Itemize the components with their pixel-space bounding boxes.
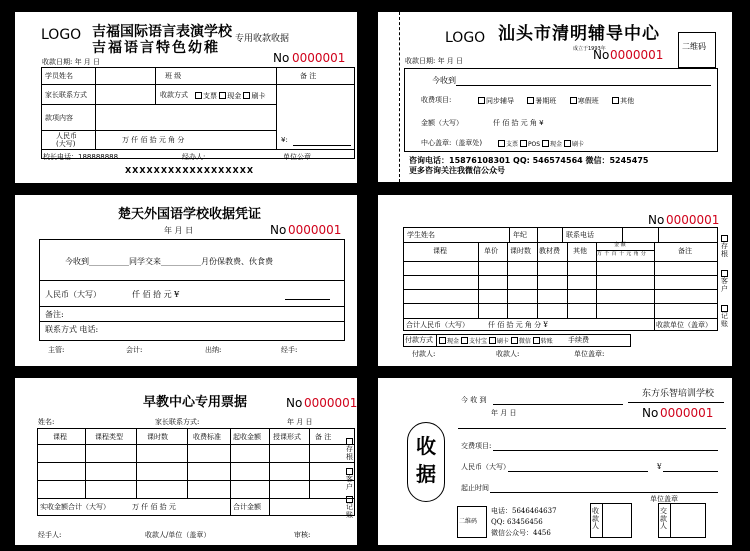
- label-class: 班 级: [165, 72, 182, 80]
- date-line: 年 月 日: [491, 409, 517, 417]
- school-name-2: 吉福语言特色幼稚: [92, 40, 220, 56]
- founded: 成立于1993年: [573, 46, 606, 52]
- col-form: 授课形式: [273, 433, 301, 441]
- col-books: 教材费: [539, 247, 560, 255]
- checkbox-winter[interactable]: [570, 97, 577, 104]
- logo: LOGO: [41, 27, 82, 43]
- receipt-number: 0000001: [304, 396, 357, 410]
- side-customer: 客户: [720, 270, 729, 293]
- checkbox-cash[interactable]: [219, 92, 226, 99]
- footer-handler: 经手:: [281, 346, 298, 354]
- col-type: 课程类型: [95, 433, 123, 441]
- remark-label: 备注:: [45, 310, 64, 319]
- follow-line: 更多咨询关注我微信公众号: [409, 166, 505, 175]
- no-label: No: [593, 48, 610, 62]
- col-hours: 课时数: [147, 433, 168, 441]
- footer-supervisor: 主管:: [48, 346, 65, 354]
- col-amount: 金 额: [614, 242, 626, 248]
- total-label: 合计人民币（大写）: [406, 321, 469, 329]
- checkbox-cheque[interactable]: [195, 92, 202, 99]
- checkbox-cheque[interactable]: [498, 140, 505, 147]
- no-label: No: [648, 213, 665, 227]
- payway-options: 现金 支付宝 刷卡 微信 转账: [439, 337, 553, 345]
- payer-label: 交款人: [660, 507, 667, 531]
- line-received: 今收到__________同学交来__________月份保教费、伙食费: [65, 257, 273, 266]
- date-line: 收款日期: 年 月 日: [42, 58, 101, 66]
- phone-line: 电话：5646464637: [491, 507, 557, 515]
- yen-label: ¥:: [281, 136, 288, 144]
- footer-accountant: 会计:: [126, 346, 143, 354]
- label-rmb: 人民币: [56, 132, 77, 140]
- items-label: 交费项目:: [461, 442, 492, 450]
- receipt-chutian: [15, 195, 357, 366]
- checkbox-card[interactable]: [489, 337, 496, 344]
- receipt-number: 0000001: [610, 48, 664, 62]
- amount-units: 万 仟 佰 拾 元 角 分: [122, 136, 185, 144]
- label-remark: 备 注: [300, 72, 317, 80]
- amount-units: 仟 佰 拾 元 ¥: [132, 290, 180, 299]
- checkbox-other[interactable]: [612, 97, 619, 104]
- pay-options: 支票 POS 现金 刷卡: [498, 140, 584, 148]
- qr-label: 二维码: [682, 42, 706, 51]
- rmb-label: 人民币（大写）: [461, 463, 510, 471]
- unit-seal-label: 收款单位（盖章）: [656, 321, 712, 329]
- label-student: 学员姓名: [45, 72, 73, 80]
- checkbox-card[interactable]: [564, 140, 571, 147]
- amount-units: 仟 佰 拾 元 角 ¥: [493, 119, 544, 127]
- label-rmb-upper: (大写): [56, 140, 76, 148]
- received-label: 今收到: [432, 76, 456, 85]
- side-stub: 存根: [720, 235, 729, 258]
- sum-label: 合计金额: [233, 503, 261, 511]
- side-bookkeeping: 记账: [720, 305, 729, 328]
- contact-label: 家长联系方式:: [155, 418, 200, 426]
- no-label: No: [286, 396, 303, 410]
- checkbox-alipay[interactable]: [461, 337, 468, 344]
- title: 早教中心专用票据: [143, 395, 248, 410]
- contact-label: 联系方式 电话:: [45, 325, 99, 334]
- receipt-early-education: [15, 378, 357, 545]
- payer-label: 付款人:: [412, 350, 436, 358]
- x-placeholder: XXXXXXXXXXXXXXXXXX: [125, 166, 255, 175]
- col-price: 单价: [484, 247, 498, 255]
- date-line: 年 月 日: [164, 226, 194, 235]
- seal-label: 单位盖章:: [574, 350, 605, 358]
- items-label: 收费项目:: [421, 96, 452, 104]
- collector-label: 收款人: [592, 507, 599, 531]
- seal-label: 单位盖章: [650, 495, 678, 503]
- receipt-dongfang: [378, 378, 732, 545]
- phone-label: 联系电话: [566, 231, 594, 239]
- school-name-1: 吉福国际语言表演学校: [92, 24, 232, 40]
- wechat-line: 微信公众号：4456: [491, 529, 551, 537]
- side-bookkeeping: 记账: [345, 496, 354, 519]
- checkbox-sync[interactable]: [478, 97, 485, 104]
- name-label: 姓名:: [38, 418, 55, 426]
- title: 楚天外国语学校收据凭证: [118, 207, 262, 222]
- stamp-text: 收据: [416, 434, 436, 486]
- school-name: 东方乐智培训学校: [642, 389, 715, 399]
- item-options: 同步辅导 暑期班 寒假班 其他: [478, 97, 634, 105]
- received-label: 今 收 到: [461, 396, 487, 404]
- col-course: 课程: [53, 433, 67, 441]
- contact-line: 咨询电话：15876108301 QQ: 546574564 微信：5245475: [409, 156, 649, 165]
- receipt-qingming: [378, 12, 732, 182]
- footer-cashier: 出纳:: [205, 346, 222, 354]
- total-units: 仟 佰 拾 元 角 分 ¥: [488, 321, 548, 329]
- qq-line: QQ: 63456456: [491, 518, 543, 526]
- date-line: 收款日期: 年 月 日: [405, 57, 464, 65]
- audit-label: 审核:: [294, 531, 311, 539]
- checkbox-cash[interactable]: [439, 337, 446, 344]
- checkbox-summer[interactable]: [527, 97, 534, 104]
- date-line: 年 月 日: [287, 418, 313, 426]
- student-name-label: 学生姓名: [407, 231, 435, 239]
- receipt-course: [378, 195, 732, 366]
- pay-options: 支票 现金 刷卡: [195, 92, 265, 100]
- checkbox-transfer[interactable]: [533, 337, 540, 344]
- side-customer: 客户: [345, 468, 354, 491]
- no-label: No: [273, 51, 290, 65]
- receipt-number: 0000001: [288, 223, 342, 237]
- amount-digits: 万千百十元角分: [597, 251, 649, 257]
- label-pay-method: 收款方式: [160, 91, 188, 99]
- col-other: 其他: [573, 247, 587, 255]
- collector-label: 收款人/单位（盖章）: [145, 531, 211, 539]
- side-stub: 存根: [345, 438, 354, 461]
- no-label: No: [270, 223, 287, 237]
- col-remark: 备注: [678, 247, 692, 255]
- subtitle: 专用收款收据: [235, 34, 290, 44]
- total-label: 实收金额合计（大写）: [40, 503, 110, 511]
- seal-label: 中心盖章:（盖章处): [421, 139, 483, 147]
- seal-label: 单位公章: [283, 153, 311, 161]
- handler-label: 经手人:: [38, 531, 62, 539]
- yen-label: ¥: [657, 463, 662, 471]
- label-contact: 家长联系方式: [45, 91, 87, 99]
- total-units: 万 仟 佰 拾 元: [132, 503, 176, 511]
- receipt-number: 0000001: [666, 213, 720, 227]
- checkbox-wechat[interactable]: [511, 337, 518, 344]
- collector-label: 收款人:: [496, 350, 520, 358]
- amount-label: 金额（大写）: [421, 119, 463, 127]
- qr-label: 二维码: [459, 518, 478, 525]
- col-remark: 备 注: [315, 433, 332, 441]
- col-course: 课程: [433, 247, 447, 255]
- receipt-number: 0000001: [660, 406, 714, 420]
- checkbox-card[interactable]: [243, 92, 250, 99]
- logo: LOGO: [445, 30, 486, 46]
- col-hours: 课时数: [510, 247, 531, 255]
- payway-label: 付款方式: [405, 336, 433, 344]
- principal-phone: 校长电话：188888888: [43, 153, 119, 161]
- col-fee: 收费标准: [193, 433, 221, 441]
- rmb-label: 人民币（大写）: [45, 290, 101, 299]
- label-content: 款项内容: [45, 114, 73, 122]
- no-label: No: [642, 406, 659, 420]
- handler-label: 经办人:: [182, 153, 206, 161]
- col-start: 起收金额: [233, 433, 261, 441]
- fee-label: 手续费: [568, 336, 589, 344]
- age-label: 年纪: [513, 231, 527, 239]
- period-label: 起止时间: [461, 484, 489, 492]
- checkbox-pos[interactable]: [520, 140, 527, 147]
- receipt-jifu: [15, 12, 357, 183]
- receipt-number: 0000001: [292, 51, 346, 65]
- checkbox-cash[interactable]: [542, 140, 549, 147]
- center-name: 汕头市清明辅导中心: [498, 24, 660, 44]
